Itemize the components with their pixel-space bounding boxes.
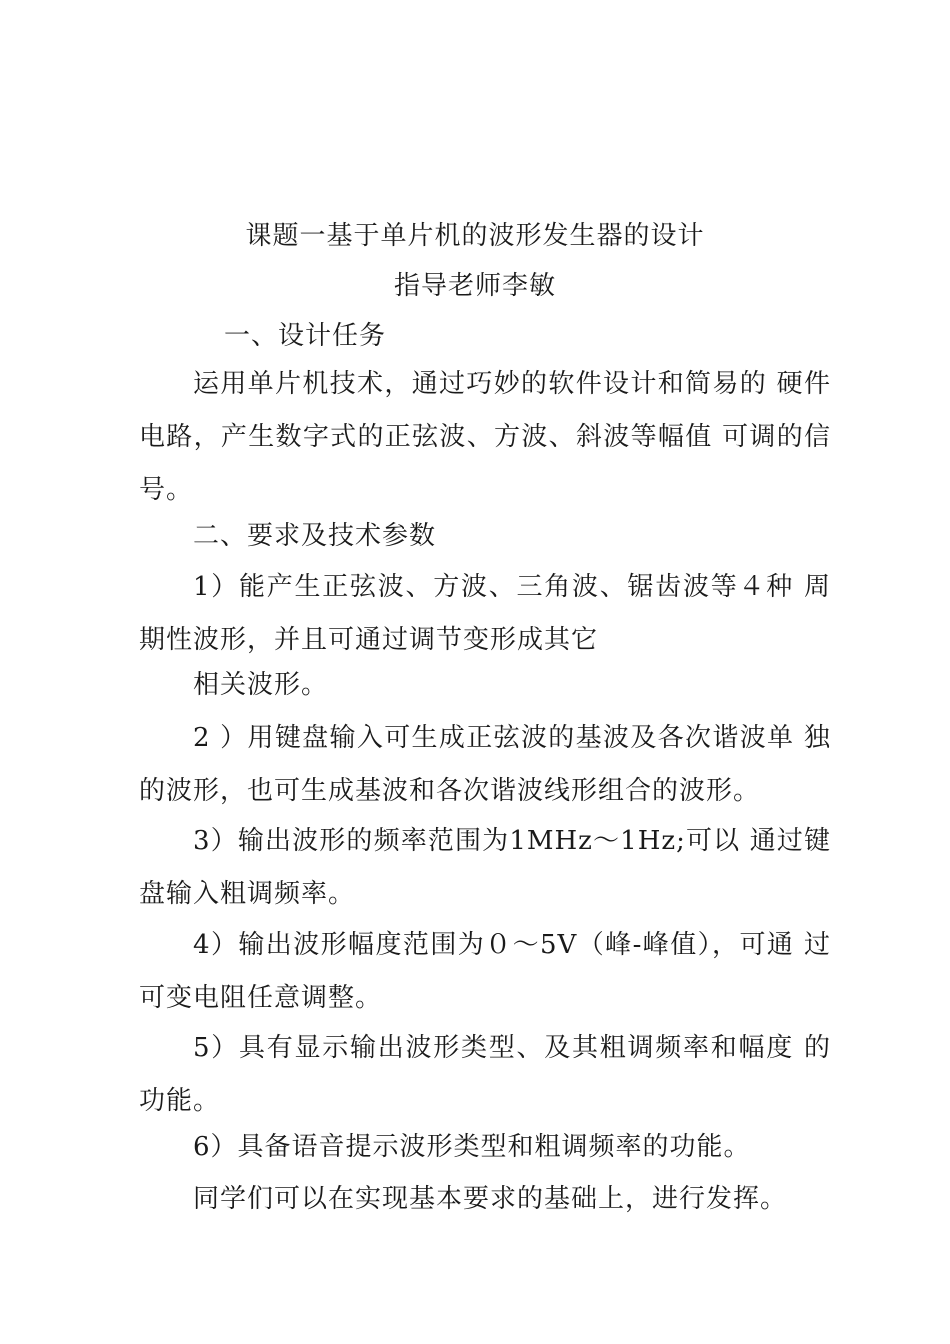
requirement-item-2: 2 ）用键盘输入可生成正弦波的基波及各次谐波单 独的波形，也可生成基波和各次谐波线形组合的波形。 [139, 723, 831, 806]
requirement-item-1-continued: 相关波形。 [193, 670, 329, 700]
requirement-item-6: 6）具备语音提示波形类型和粗调频率的功能。 [193, 1132, 751, 1162]
section-heading-design-task: 一、设计任务 [224, 321, 387, 351]
advisor-line: 指导老师李敏 [393, 271, 556, 301]
requirement-item-5: 5）具有显示输出波形类型、及其粗调频率和幅度 的功能。 [139, 1033, 831, 1116]
design-task-paragraph: 运用单片机技术，通过巧妙的软件设计和简易的 硬件电路，产生数字式的正弦波、方波、斜波等幅值 可调的信号。 [139, 369, 831, 505]
requirement-item-3: 3）输出波形的频率范围为1MHz～1Hz;可以 通过键盘输入粗调频率。 [139, 826, 831, 909]
requirement-item-4: 4）输出波形幅度范围为０～5V（峰-峰值），可通 过可变电阻任意调整。 [139, 930, 831, 1013]
requirement-item-1: 1）能产生正弦波、方波、三角波、锯齿波等４种 周期性波形，并且可通过调节变形成其它 [139, 572, 831, 655]
section-heading-requirements: 二、要求及技术参数 [193, 521, 437, 551]
closing-note: 同学们可以在实现基本要求的基础上，进行发挥。 [193, 1184, 788, 1214]
document-title: 课题一基于单片机的波形发生器的设计 [245, 221, 705, 251]
